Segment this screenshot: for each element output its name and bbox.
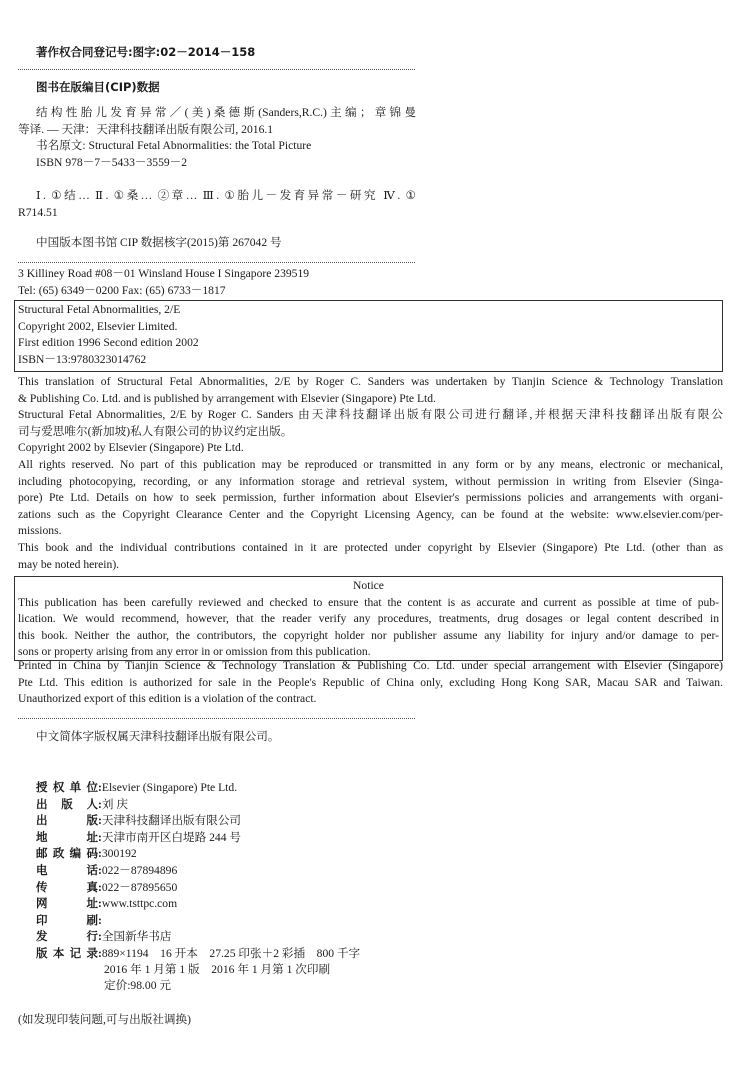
copyright-registration: 著作权合同登记号:图字:02－2014－158 (36, 45, 256, 59)
colophon-row: 网址:www.tsttpc.com (36, 896, 178, 911)
chinese-rights-statement: 中文简体字版权属天津科技翻译出版有限公司。 (36, 730, 280, 743)
cip-block (18, 79, 723, 96)
colophon-row: 传真:022－87895650 (36, 879, 178, 894)
footer-note: (如发现印装问题,可与出版社调换) (18, 1013, 191, 1026)
notice-box: Notice This publication has been carefully reviewed and checked to ensure that the content is as accurate and current as possible at time of pub- lication. We would recommend, however, that the reader verify any procedures, treatments, drug dosages or legal content described in this book. Neither the author, the contributors, the copyright holder nor publisher assume any liability for injury and/or damage to per- sons or property arising from any error in or omission from this publication. (14, 576, 723, 661)
translation-rights-text: This translation of Structural Fetal Abnormalities, 2/E by Roger C. Sanders was undertaken by Tianjin Science & Technology Translation & Publishing Co. Ltd. and is published by arrangement with Elsevier (Singapore) Pte Ltd. Structural Fetal Abnormalities, 2/E by Roger C. Sanders 由天津科技翻译出版有限公司进行翻译,并根据天津科技翻译出版有限公 司与爱思唯尔(新加坡)私人有限公司的协议约定出版。 Copyright 2002 by Elsevier (Singapore) Pte Ltd. All rights reserved. No part of this publication may be reproduced or transmitted in any form or by any means, electronic or mechanical, including photocopying, recording, or any information storage and retrieval system, without permission in writing from Elsevier (Singa- pore) Pte Ltd. Details on how to seek permission, further information about Elsevier's permissions policies and arrangements with organi- zations such as the Copyright Clearance Center and the Copyright Licensing Agency, can be found at the website: www.elsevier.com/per- missions. This book and the individual contributions contained in it are protected under copyright by Elsevier (Singapore) Pte Ltd. (other than as may be noted herein). (18, 375, 723, 571)
notice-title: Notice (353, 579, 384, 592)
cip-heading: 图书在版编目(CIP)数据 (36, 80, 160, 94)
price: 定价:98.00 元 (104, 979, 171, 993)
cip-check-number: 中国版本图书馆 CIP 数据核字(2015)第 267042 号 (36, 236, 282, 249)
colophon-row: 发行:全国新华书店 (36, 929, 172, 944)
cip-classification: Ⅰ. ①结… Ⅱ. ①桑… ②章… Ⅲ. ①胎儿－发育异常－研究 Ⅳ. ① R714.51 (18, 189, 416, 219)
colophon-row: 出版人:刘 庆 (36, 796, 128, 811)
cip-record: 结构性胎儿发育异常／(美)桑德斯(Sanders,R.C.)主编；章锦曼 等译. — 天津：天津科技翻译出版有限公司, 2016.1 书名原文: Structural Fetal Abnormalities: the Total Picture ISBN 978－7－5433－3559－2 (18, 106, 416, 169)
printed-in-china-text: Printed in China by Tianjin Science & Technology Translation & Publishing Co. Ltd. under special arrangement with Elsevier (Singapore) Pte Ltd. This edition is authorized for sale in the People's Republic of China only, excluding Hong Kong SAR, Macau SAR and Taiwan. Unauthorized export of this edition is a violation of the contract. (18, 659, 723, 706)
colophon-row: 版本记录:889×1194 16 开本 27.25 印张＋2 彩插 800 千字 (36, 945, 361, 960)
colophon-row: 出版:天津科技翻译出版有限公司 (36, 813, 242, 828)
colophon (36, 779, 636, 995)
original-edition-box: Structural Fetal Abnormalities, 2/E Copyright 2002, Elsevier Limited. First edition 1996 Second edition 2002 ISBN－13:9780323014762 (14, 300, 723, 372)
colophon-row: 印刷: (36, 912, 102, 927)
divider (18, 262, 415, 263)
colophon-row: 邮政编码:300192 (36, 846, 137, 861)
colophon-row: 授权单位:Elsevier (Singapore) Pte Ltd. (36, 780, 238, 794)
edition-line: 2016 年 1 月第 1 版 2016 年 1 月第 1 次印刷 (104, 962, 331, 976)
publisher-address: 3 Killiney Road #08－01 Winsland House I Singapore 239519 Tel: (65) 6349－0200 Fax: (65) 6733－1817 (18, 267, 310, 297)
colophon-row: 地址:天津市南开区白堤路 244 号 (36, 829, 242, 844)
colophon-row: 电话:022－87894896 (36, 862, 178, 877)
divider (18, 718, 415, 719)
divider (18, 69, 415, 70)
